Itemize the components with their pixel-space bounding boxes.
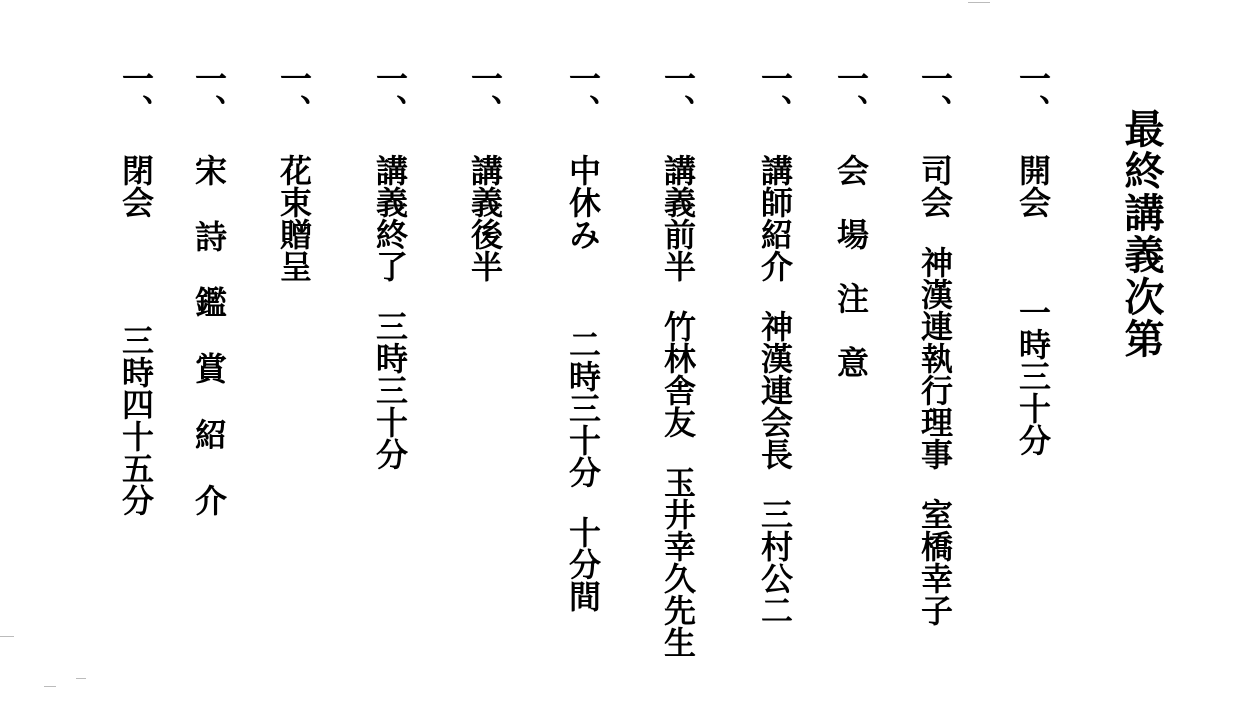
list-item xyxy=(113,62,159,516)
item-detail: 竹林舎友 xyxy=(659,310,697,438)
item-marker: 一、 xyxy=(371,62,409,126)
list-item xyxy=(655,62,701,658)
item-label: 宋詩鑑賞紹介 xyxy=(190,154,228,550)
list-item xyxy=(912,62,958,626)
list-item xyxy=(752,62,798,626)
item-detail: 神漢連執行理事 xyxy=(916,246,954,470)
item-marker: 一、 xyxy=(466,62,504,126)
list-item xyxy=(271,62,317,282)
item-detail: 三時四十五分 xyxy=(117,324,155,516)
item-label: 講義終了 xyxy=(371,154,409,282)
ruler-mark xyxy=(0,636,14,637)
item-marker: 一、 xyxy=(916,62,954,126)
item-label: 講義前半 xyxy=(659,154,697,282)
item-marker: 一、 xyxy=(275,62,313,126)
item-marker: 一、 xyxy=(1014,62,1052,126)
item-marker: 一、 xyxy=(117,62,155,126)
item-detail: 三時三十分 xyxy=(371,310,409,470)
list-item xyxy=(462,62,508,282)
item-label: 中休み xyxy=(564,154,602,250)
item-extra: 三村公二 xyxy=(756,498,794,626)
item-marker: 一、 xyxy=(190,62,228,126)
item-detail: 神漢連会長 xyxy=(756,310,794,470)
item-marker: 一、 xyxy=(756,62,794,126)
item-label: 講師紹介 xyxy=(756,154,794,282)
item-extra: 玉井幸久先生 xyxy=(659,466,697,658)
item-extra: 十分間 xyxy=(564,516,602,612)
ruler-mark xyxy=(968,2,990,3)
list-item xyxy=(186,62,232,550)
item-detail: 二時三十分 xyxy=(564,328,602,488)
list-item xyxy=(1010,62,1056,456)
item-label: 会場注意 xyxy=(832,154,870,410)
item-marker: 一、 xyxy=(659,62,697,126)
item-label: 閉会 xyxy=(117,154,155,218)
item-detail: 一時三十分 xyxy=(1014,296,1052,456)
page-title: 最終講義次第 xyxy=(1118,108,1164,360)
list-item xyxy=(367,62,413,470)
item-label: 開会 xyxy=(1014,154,1052,218)
item-label: 花束贈呈 xyxy=(275,154,313,282)
ruler-mark xyxy=(44,686,56,687)
list-item xyxy=(828,62,874,410)
item-label: 司会 xyxy=(916,154,954,218)
item-marker: 一、 xyxy=(832,62,870,126)
item-marker: 一、 xyxy=(564,62,602,126)
ruler-mark xyxy=(76,678,86,679)
item-extra: 室橋幸子 xyxy=(916,498,954,626)
list-item xyxy=(560,62,606,612)
item-label: 講義後半 xyxy=(466,154,504,282)
